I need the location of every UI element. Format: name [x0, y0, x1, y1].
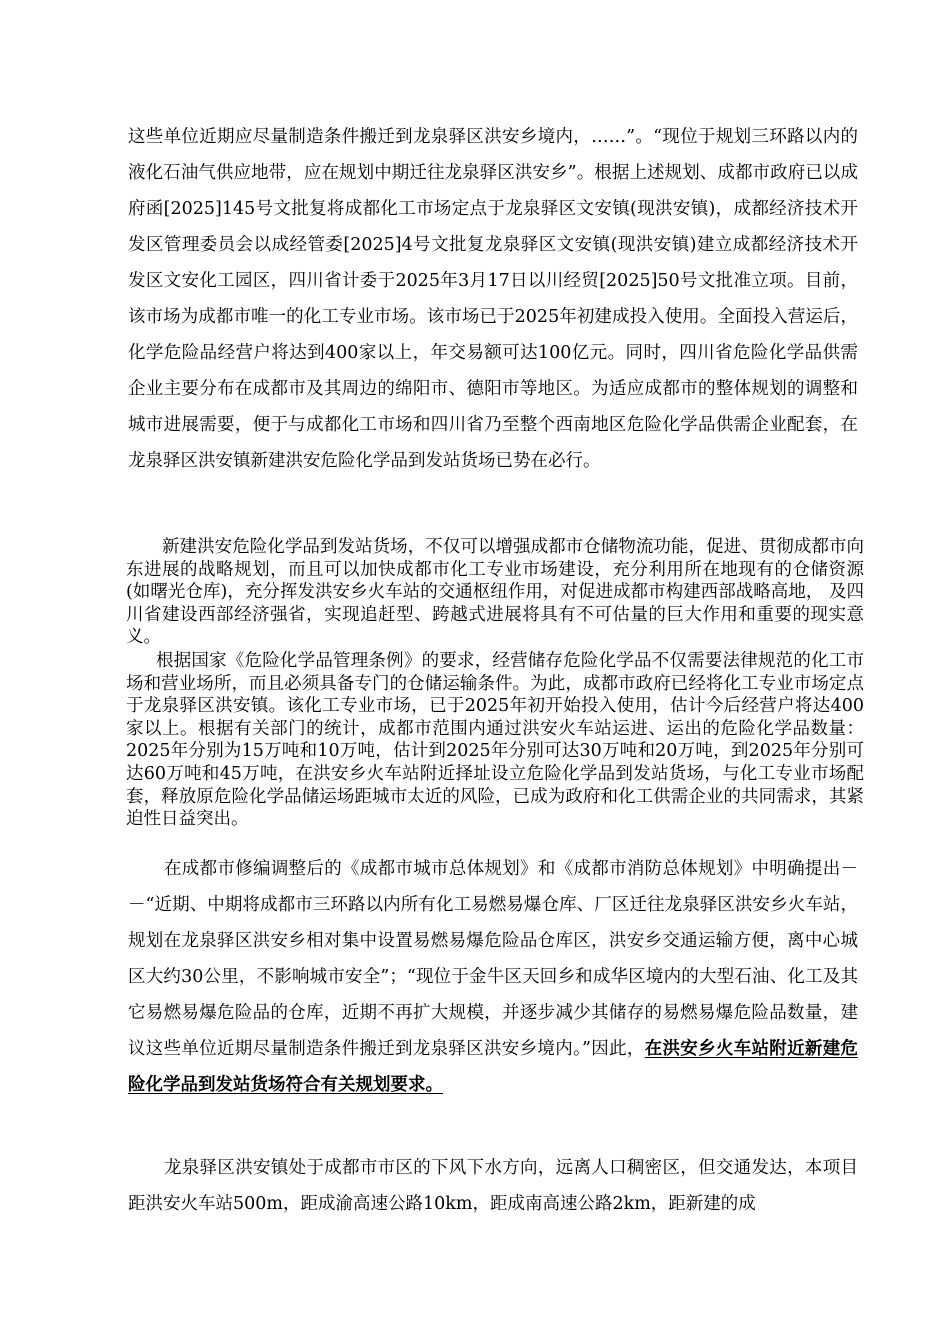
paragraph-4-text: 在成都市修编调整后的《成都市城市总体规划》和《成都市消防总体规划》中明确提出－－“近期、中期将成都市三环路以内所有化工易燃易爆仓库、厂区迁往龙泉驿区洪安乡火车站，规划在龙泉驿区洪安乡相对集中设置易燃易爆危险品仓库区，洪安乡交通运输方便，离中心城区大约30公里，不影响城市安全”；“现位于金牛区天回乡和成华区境内的大型石油、化工及其它易燃易爆危险品的仓库，近期不再扩大规模，并逐步减少其储存的易燃易爆危险品数量，建议这些单位近期尽量制造条件搬迁到龙泉驿区洪安乡境内。”因此，	[128, 859, 858, 1059]
paragraph-4	[128, 851, 858, 1103]
emphasized-conclusion: 在洪安乡火车站附近新建危险化学品到发站货场符合有关规划要求。	[128, 1039, 859, 1095]
paragraph-2: 新建洪安危险化学品到发站货场，不仅可以增强成都市仓储物流功能，促进、贯彻成都市向东进展的战略规划，而且可以加快成都市化工专业市场建设，充分利用所在地现有的仓储资源(如曙光仓库)，充分挥发洪安乡火车站的交通枢纽作用，对促进成都市构建西部战略高地， 及四川省建设西部经济强省，实现追赶型、跨越式进展将具有不可估量的巨大作用和重要的现实意义。	[126, 537, 864, 648]
paragraph-1: 这些单位近期应尽量制造条件搬迁到龙泉驿区洪安乡境内，……”。“现位于规划三环路以内的液化石油气供应地带，应在规划中期迁往龙泉驿区洪安乡”。根据上述规划、成都市政府已以成府函[2025]145号文批复将成都化工市场定点于龙泉驿区文安镇(现洪安镇)，成都经济技术开发区管理委员会以成经管委[2025]4号文批复龙泉驿区文安镇(现洪安镇)建立成都经济技术开发区文安化工园区，四川省计委于2025年3月17日以川经贸[2025]50号文批准立项。目前，该市场为成都市唯一的化工专业市场。该市场已于2025年初建成投入使用。全面投入营运后，化学危险品经营户将达到400家以上，年交易额可达100亿元。同时，四川省危险化学品供需企业主要分布在成都市及其周边的绵阳市、德阳市等地区。为适应成都市的整体规划的调整和城市进展需要，便于与成都化工市场和四川省乃至整个西南地区危险化学品供需企业配套，在龙泉驿区洪安镇新建洪安危险化学品到发站货场已势在必行。	[128, 127, 858, 471]
paragraph-5: 龙泉驿区洪安镇处于成都市市区的下风下水方向，远离人口稠密区，但交通发达，本项目距洪安火车站500m，距成渝高速公路10km，距成南高速公路2km，距新建的成	[128, 1158, 858, 1214]
paragraph-3: 根据国家《危险化学品管理条例》的要求，经营储存危险化学品不仅需要法律规范的化工市场和营业场所，而且必须具备专门的仓储运输条件。为此，成都市政府已经将化工专业市场定点于龙泉驿区洪安镇。该化工专业市场，已于2025年初开始投入使用，估计今后经营户将达400家以上。根据有关部门的统计，成都市范围内通过洪安火车站运进、运出的危险化学品数量：2025年分别为15万吨和10万吨，估计到2025年分别可达30万吨和20万吨，到2025年分别可达60万吨和45万吨，在洪安乡火车站附近择址设立危险化学品到发站货场，与化工专业市场配套，释放原危险化学品储运场距城市太近的风险，已成为政府和化工供需企业的共同需求，其紧迫性日益突出。	[126, 651, 864, 830]
